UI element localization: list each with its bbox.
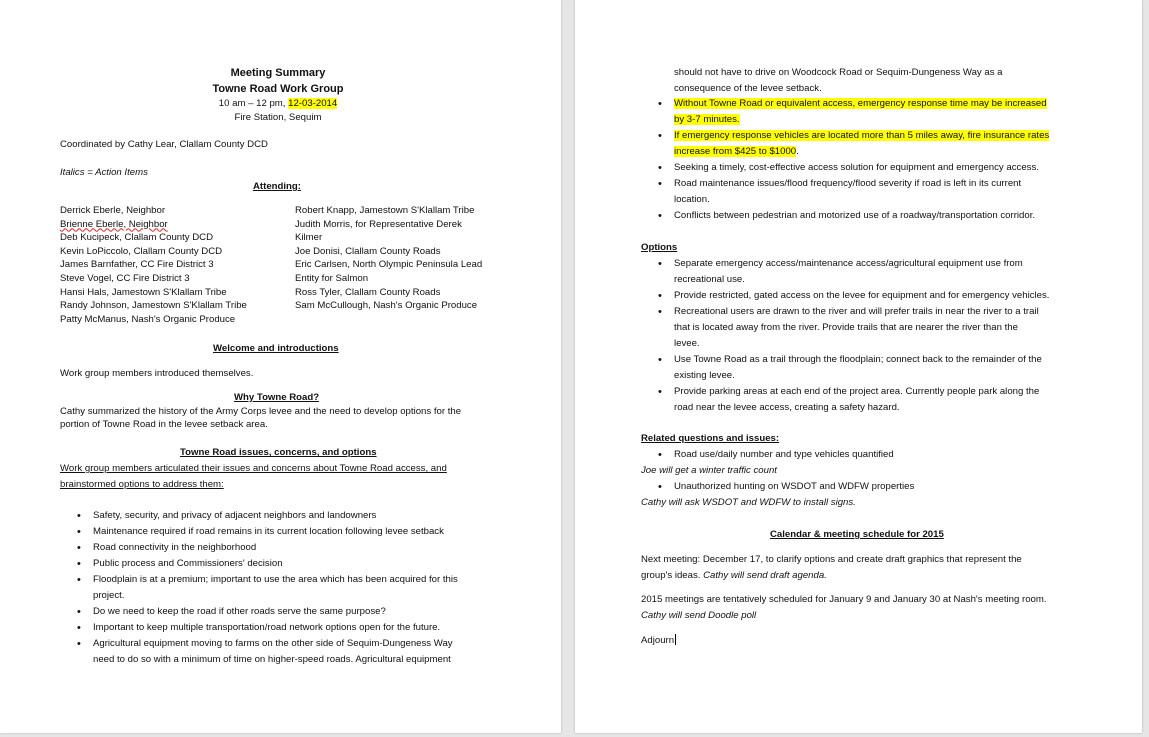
continuation-line-1: should not have to drive on Woodcock Road or Sequim-Dungeness Way as a [674, 67, 1003, 78]
issues-list [93, 508, 458, 668]
attendees-right [295, 204, 482, 313]
continuation-line-2: consequence of the levee setback. [674, 83, 822, 94]
list-item: • Seeking a timely, cost-effective access solution for equipment and emergency access. [674, 160, 1049, 176]
meeting-date: 12-03-2014 [288, 98, 338, 109]
issues-intro-line-2: brainstormed options to address them: [60, 479, 224, 490]
list-item: • Safety, security, and privacy of adjacent neighbors and landowners [93, 508, 458, 524]
attendee: Hansi Hals, Jamestown S'Klallam Tribe [60, 286, 227, 298]
italics-legend: Italics = Action Items [60, 167, 148, 178]
calendar-heading: Calendar & meeting schedule for 2015 [770, 529, 944, 540]
document-subtitle: Towne Road Work Group [212, 83, 344, 95]
adjourn-line[interactable]: Adjourn [641, 635, 675, 646]
attendee: Kilmer [295, 232, 323, 244]
text-cursor [675, 634, 676, 645]
time-prefix: 10 am – 12 pm, [218, 98, 289, 109]
list-item: • Provide parking areas at each end of the project area. Currently people park along the [674, 384, 1049, 400]
attendee: Entity for Salmon [295, 272, 369, 284]
action-item: Joe will get a winter traffic count [641, 465, 777, 476]
list-item-continuation: project. [93, 590, 125, 601]
list-item-continuation: need to do so with a minimum of time on higher-speed roads. Agricultural equipment [93, 654, 451, 665]
list-item: • Do we need to keep the road if other roads serve the same purpose? [93, 604, 458, 620]
list-item: • Unauthorized hunting on WSDOT and WDFW properties [674, 479, 914, 495]
coordinator-line: Coordinated by Cathy Lear, Clallam County DCD [60, 139, 268, 150]
list-item: • If emergency response vehicles are located more than 5 miles away, fire insurance rates [674, 128, 1049, 144]
why-text-line-1: Cathy summarized the history of the Army Corps levee and the need to develop options for the [60, 406, 462, 417]
attending-heading: Attending: [253, 181, 301, 192]
related-list-2 [674, 479, 914, 495]
list-item-continuation: existing levee. [674, 370, 735, 381]
meeting-location: Fire Station, Sequim [234, 112, 322, 123]
list-item-continuation: levee. [674, 338, 700, 349]
document-page-1 [0, 0, 561, 733]
attendee: Joe Donisi, Clallam County Roads [295, 245, 441, 257]
next-meeting-line-2: group's ideas. Cathy will send draft agenda. [641, 570, 827, 581]
list-item-continuation: recreational use. [674, 274, 745, 285]
document-title: Meeting Summary [230, 67, 326, 79]
list-item: • Floodplain is at a premium; important to use the area which has been acquired for this [93, 572, 458, 588]
list-item: • Recreational users are drawn to the river and will prefer trails in near the river to a trail [674, 304, 1049, 320]
list-item-continuation: increase from $425 to $1000. [674, 146, 799, 157]
list-item: • Agricultural equipment moving to farms on the other side of Sequim-Dungeness Way [93, 636, 458, 652]
list-item: • Road connectivity in the neighborhood [93, 540, 458, 556]
list-item: • Conflicts between pedestrian and motorized use of a roadway/transportation corridor. [674, 208, 1049, 224]
attendee: Patty McManus, Nash's Organic Produce [60, 313, 236, 325]
list-item: • Public process and Commissioners' decision [93, 556, 458, 572]
options-heading: Options [641, 242, 678, 253]
attendee: Ross Tyler, Clallam County Roads [295, 286, 441, 298]
meeting-time [0, 97, 556, 110]
list-item-continuation: road near the levee access, creating a safety hazard. [674, 402, 900, 413]
list-item: • Road maintenance issues/flood frequency/flood severity if road is left in its current [674, 176, 1049, 192]
attendee: Sam McCullough, Nash's Organic Produce [295, 300, 478, 312]
list-item: • Separate emergency access/maintenance access/agricultural equipment use from [674, 256, 1049, 272]
list-item-continuation: by 3-7 minutes. [674, 114, 740, 125]
attendee: Judith Morris, for Representative Derek [295, 218, 462, 230]
related-list-1 [674, 447, 894, 463]
options-list [674, 256, 1049, 416]
welcome-heading: Welcome and introductions [213, 343, 339, 354]
action-item: Cathy will ask WSDOT and WDFW to install signs. [641, 497, 856, 508]
list-item-continuation: that is located away from the river. Provide trails that are nearer the river than the [674, 322, 1018, 333]
why-text-line-2: portion of Towne Road in the levee setback area. [60, 419, 268, 430]
why-heading: Why Towne Road? [234, 392, 320, 403]
attendees-left [60, 204, 247, 326]
list-item: • Provide restricted, gated access on the levee for equipment and for emergency vehicles. [674, 288, 1049, 304]
welcome-text: Work group members introduced themselves. [60, 368, 254, 379]
list-item: • Important to keep multiple transportation/road network options open for the future. [93, 620, 458, 636]
related-heading: Related questions and issues: [641, 433, 780, 444]
issues-continued-list [674, 96, 1049, 224]
list-item: • Road use/daily number and type vehicles quantified [674, 447, 894, 463]
list-item: • Maintenance required if road remains in its current location following levee setback [93, 524, 458, 540]
action-item: Cathy will send draft agenda. [703, 570, 827, 581]
document-page-2 [575, 0, 1142, 733]
attendee: Randy Johnson, Jamestown S'Klallam Tribe [60, 300, 247, 312]
attendee: Deb Kucipeck, Clallam County DCD [60, 232, 214, 244]
next-meeting-line-1: Next meeting: December 17, to clarify options and create draft graphics that represent the [641, 554, 1022, 565]
attendee: Kevin LoPiccolo, Clallam County DCD [60, 245, 223, 257]
list-item: • Use Towne Road as a trail through the floodplain; connect back to the remainder of the [674, 352, 1049, 368]
meetings-2015: 2015 meetings are tentatively scheduled for January 9 and January 30 at Nash's meeting room. [641, 594, 1047, 605]
attendee: James Barnfather, CC Fire District 3 [60, 259, 214, 271]
attendee: Derrick Eberle, Neighbor [60, 205, 166, 216]
list-item: • Without Towne Road or equivalent access, emergency response time may be increased [674, 96, 1049, 112]
action-item: Cathy will send Doodle poll [641, 610, 757, 621]
issues-intro-line-1: Work group members articulated their issues and concerns about Towne Road access, and [60, 463, 447, 474]
list-item-continuation: location. [674, 194, 710, 205]
attendee: Steve Vogel, CC Fire District 3 [60, 272, 190, 284]
attendee: Brienne Eberle, Neighbor [60, 218, 168, 230]
attendee: Eric Carlsen, North Olympic Peninsula Lead [295, 259, 483, 271]
issues-heading: Towne Road issues, concerns, and options [180, 447, 377, 458]
attendee: Robert Knapp, Jamestown S'Klallam Tribe [295, 205, 475, 216]
